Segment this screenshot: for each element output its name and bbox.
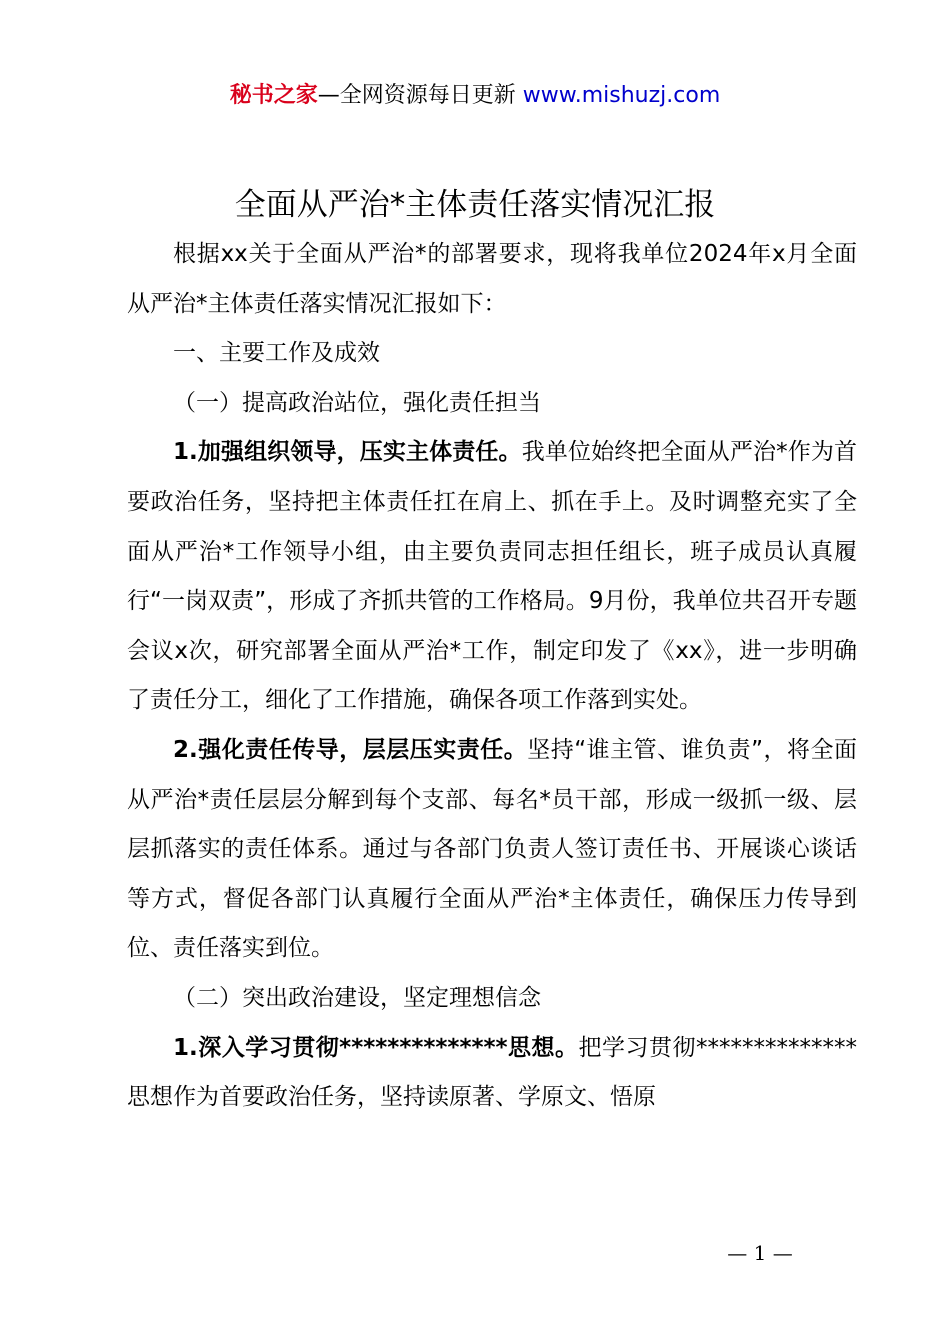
document-body [127,230,857,1123]
site-tagline: —全网资源每日更新 [317,83,523,108]
item-text-organization-leadership: 我单位始终把全面从严治*作为首要政治任务，坚持把主体责任扛在肩上、抓在手上。及时调整充实了全面从严治*工作领导小组，由主要负责同志担任组长，班子成员认真履行“一岗双责”，形成了齐抓共管的工作格局。9月份，我单位共召开专题会议x次，研究部署全面从严治*工作，制定印发了《xx》，进一步明确了责任分工，细化了工作措施，确保各项工作落到实处。 [127,439,857,714]
site-url-link[interactable]: www.mishuzj.com [522,83,721,108]
item-text-responsibility-transmission: 坚持“谁主管、谁负责”，将全面从严治*责任层层分解到每个支部、每名*员干部，形成一级抓一级、层层抓落实的责任体系。通过与各部门负责人签订责任书、开展谈心谈话等方式，督促各部门认真履行全面从严治*主体责任，确保压力传导到位、责任落实到位。 [127,736,857,962]
item-text-study-thought: 把学习贯彻**************思想作为首要政治任务，坚持读原著、学原文、悟原 [127,1034,858,1111]
intro-paragraph: 根据xx关于全面从严治*的部署要求，现将我单位2024年x月全面从严治*主体责任落实情况汇报如下： [127,241,857,317]
item-lead-organization-leadership: 1.加强组织领导，压实主体责任。 [173,439,522,466]
site-brand: 秘书之家 [229,83,318,108]
item-paragraph-responsibility-transmission [127,726,857,974]
section-heading-main-work: 一、主要工作及成效 [173,340,380,367]
page-number: — 1 — [727,1241,793,1265]
item-lead-study-thought: 1.深入学习贯彻**************思想。 [173,1034,579,1061]
item-paragraph-organization-leadership [127,428,857,726]
site-header [0,80,950,112]
item-paragraph-study-thought [127,1024,857,1123]
document-title: 全面从严治*主体责任落实情况汇报 [234,187,716,223]
item-lead-responsibility-transmission: 2.强化责任传导，层层压实责任。 [173,736,528,763]
subsection-heading-political-position: （一）提高政治站位，强化责任担当 [173,389,541,416]
subsection-heading-political-construction: （二）突出政治建设，坚定理想信念 [173,984,541,1011]
